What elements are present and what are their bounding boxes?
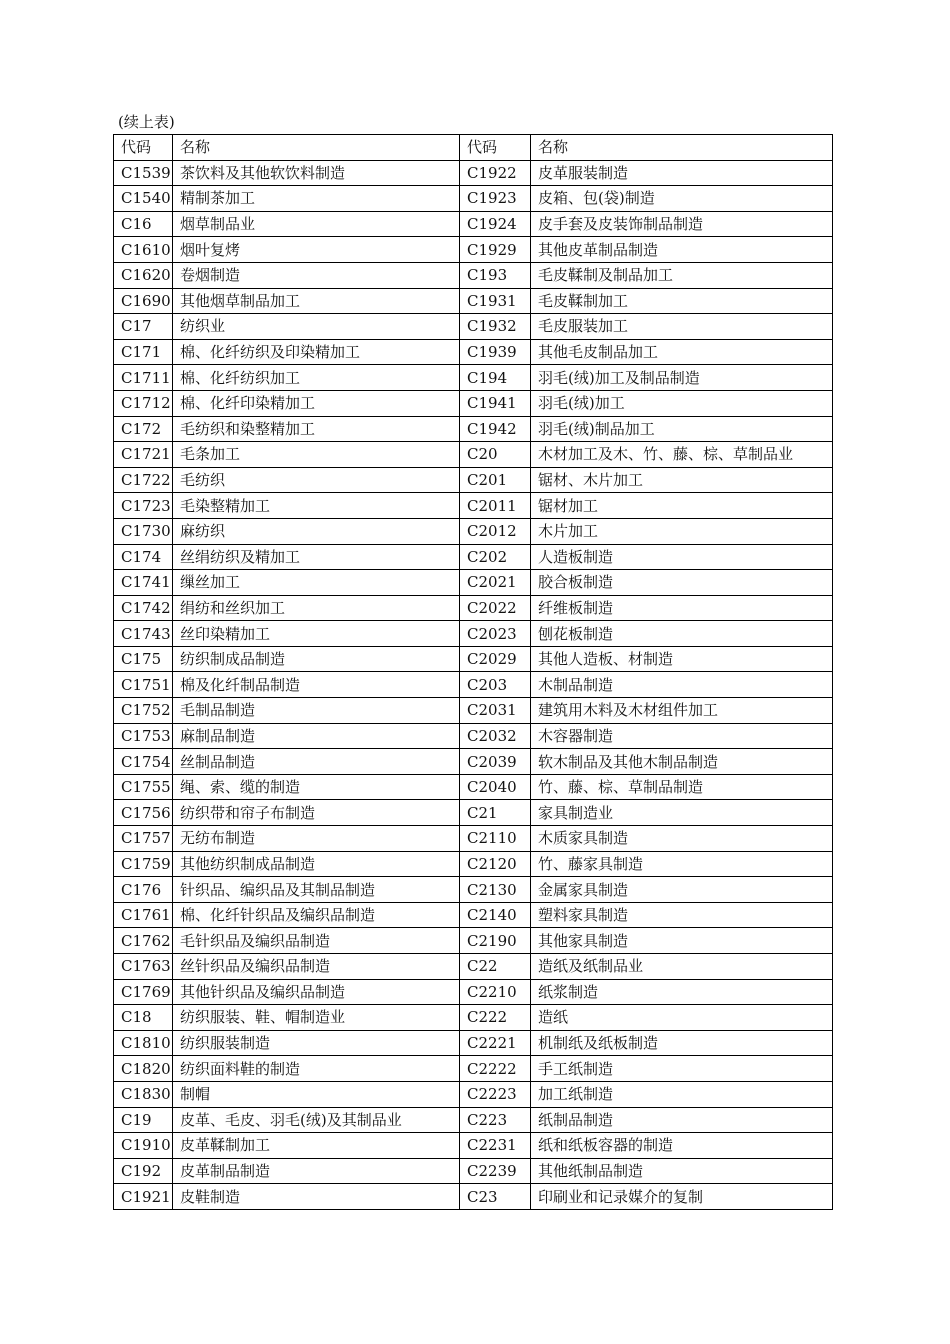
name-left-cell: 麻制品制造	[173, 723, 460, 749]
code-right-cell: C23	[460, 1184, 531, 1210]
name-right-cell: 金属家具制造	[531, 877, 833, 903]
code-right-cell: C193	[460, 262, 531, 288]
code-left-cell: C1730	[114, 518, 173, 544]
name-right-cell: 竹、藤家具制造	[531, 851, 833, 877]
table-row	[114, 800, 833, 826]
code-left-cell: C1752	[114, 698, 173, 724]
code-right-cell: C2023	[460, 621, 531, 647]
name-left-cell: 纺织服装制造	[173, 1030, 460, 1056]
name-left-cell: 其他烟草制品加工	[173, 288, 460, 314]
code-left-cell: C1539	[114, 160, 173, 186]
code-left-cell: C1690	[114, 288, 173, 314]
name-left-cell: 烟叶复烤	[173, 237, 460, 263]
code-right-cell: C2031	[460, 698, 531, 724]
code-left-cell: C172	[114, 416, 173, 442]
code-left-cell: C1754	[114, 749, 173, 775]
code-right-cell: C2130	[460, 877, 531, 903]
name-left-cell: 棉、化纤针织品及编织品制造	[173, 902, 460, 928]
table-row	[114, 1133, 833, 1159]
table-caption: (续上表)	[118, 113, 175, 131]
table-row	[114, 416, 833, 442]
name-right-cell: 其他人造板、材制造	[531, 646, 833, 672]
table-row	[114, 518, 833, 544]
code-left-cell: C175	[114, 646, 173, 672]
table-row	[114, 979, 833, 1005]
name-right-cell: 毛皮鞣制加工	[531, 288, 833, 314]
table-row	[114, 570, 833, 596]
code-left-cell: C18	[114, 1005, 173, 1031]
code-right-cell: C2210	[460, 979, 531, 1005]
name-left-cell: 茶饮料及其他软饮料制造	[173, 160, 460, 186]
code-left-cell: C17	[114, 314, 173, 340]
code-right-cell: C2239	[460, 1158, 531, 1184]
table-row	[114, 621, 833, 647]
table-row	[114, 544, 833, 570]
table-row	[114, 877, 833, 903]
header-code-right: 代码	[460, 135, 531, 161]
name-left-cell: 棉及化纤制品制造	[173, 672, 460, 698]
code-right-cell: C1924	[460, 211, 531, 237]
name-right-cell: 木材加工及木、竹、藤、棕、草制品业	[531, 442, 833, 468]
name-right-cell: 锯材、木片加工	[531, 467, 833, 493]
header-row	[114, 135, 833, 161]
code-left-cell: C1820	[114, 1056, 173, 1082]
code-right-cell: C2190	[460, 928, 531, 954]
code-left-cell: C1759	[114, 851, 173, 877]
table-row	[114, 1030, 833, 1056]
table-row	[114, 314, 833, 340]
name-right-cell: 羽毛(绒)加工及制品制造	[531, 365, 833, 391]
name-right-cell: 木片加工	[531, 518, 833, 544]
name-left-cell: 丝绢纺织及精加工	[173, 544, 460, 570]
name-right-cell: 锯材加工	[531, 493, 833, 519]
code-right-cell: C2012	[460, 518, 531, 544]
table-row	[114, 467, 833, 493]
code-left-cell: C1723	[114, 493, 173, 519]
name-right-cell: 造纸	[531, 1005, 833, 1031]
name-right-cell: 木质家具制造	[531, 826, 833, 852]
code-right-cell: C21	[460, 800, 531, 826]
name-right-cell: 毛皮鞣制及制品加工	[531, 262, 833, 288]
code-right-cell: C2140	[460, 902, 531, 928]
name-left-cell: 毛制品制造	[173, 698, 460, 724]
table-row	[114, 749, 833, 775]
name-right-cell: 皮革服装制造	[531, 160, 833, 186]
table-row	[114, 595, 833, 621]
name-left-cell: 棉、化纤纺织加工	[173, 365, 460, 391]
code-left-cell: C1743	[114, 621, 173, 647]
name-left-cell: 其他针织品及编织品制造	[173, 979, 460, 1005]
code-right-cell: C2032	[460, 723, 531, 749]
code-right-cell: C2021	[460, 570, 531, 596]
name-left-cell: 纺织服装、鞋、帽制造业	[173, 1005, 460, 1031]
code-right-cell: C1923	[460, 186, 531, 212]
table-body	[114, 135, 833, 1210]
table-row	[114, 672, 833, 698]
name-right-cell: 纸制品制造	[531, 1107, 833, 1133]
code-right-cell: C2022	[460, 595, 531, 621]
name-right-cell: 羽毛(绒)制品加工	[531, 416, 833, 442]
table-row	[114, 698, 833, 724]
header-code-left: 代码	[114, 135, 173, 161]
name-right-cell: 其他家具制造	[531, 928, 833, 954]
code-left-cell: C1810	[114, 1030, 173, 1056]
code-left-cell: C1712	[114, 390, 173, 416]
table-row	[114, 1184, 833, 1210]
table-row	[114, 442, 833, 468]
name-left-cell: 绢纺和丝织加工	[173, 595, 460, 621]
code-left-cell: C1751	[114, 672, 173, 698]
table-row	[114, 902, 833, 928]
code-right-cell: C2120	[460, 851, 531, 877]
code-right-cell: C202	[460, 544, 531, 570]
code-left-cell: C174	[114, 544, 173, 570]
name-left-cell: 毛纺织	[173, 467, 460, 493]
name-left-cell: 皮革鞣制加工	[173, 1133, 460, 1159]
name-left-cell: 绳、索、缆的制造	[173, 774, 460, 800]
table-row	[114, 646, 833, 672]
name-left-cell: 精制茶加工	[173, 186, 460, 212]
code-left-cell: C1756	[114, 800, 173, 826]
name-right-cell: 家具制造业	[531, 800, 833, 826]
name-right-cell: 塑料家具制造	[531, 902, 833, 928]
name-left-cell: 棉、化纤印染精加工	[173, 390, 460, 416]
code-right-cell: C2039	[460, 749, 531, 775]
code-right-cell: C2029	[460, 646, 531, 672]
code-left-cell: C1910	[114, 1133, 173, 1159]
name-left-cell: 制帽	[173, 1081, 460, 1107]
code-right-cell: C1929	[460, 237, 531, 263]
code-right-cell: C1942	[460, 416, 531, 442]
code-left-cell: C1721	[114, 442, 173, 468]
name-right-cell: 软木制品及其他木制品制造	[531, 749, 833, 775]
name-right-cell: 胶合板制造	[531, 570, 833, 596]
code-right-cell: C201	[460, 467, 531, 493]
name-left-cell: 纺织带和帘子布制造	[173, 800, 460, 826]
table-row	[114, 928, 833, 954]
name-right-cell: 木制品制造	[531, 672, 833, 698]
name-right-cell: 造纸及纸制品业	[531, 954, 833, 980]
table-row	[114, 826, 833, 852]
name-right-cell: 加工纸制造	[531, 1081, 833, 1107]
code-right-cell: C2040	[460, 774, 531, 800]
name-left-cell: 针织品、编织品及其制品制造	[173, 877, 460, 903]
name-left-cell: 纺织业	[173, 314, 460, 340]
name-left-cell: 皮革、毛皮、羽毛(绒)及其制品业	[173, 1107, 460, 1133]
name-right-cell: 其他纸制品制造	[531, 1158, 833, 1184]
table-row	[114, 186, 833, 212]
name-right-cell: 纸和纸板容器的制造	[531, 1133, 833, 1159]
name-right-cell: 机制纸及纸板制造	[531, 1030, 833, 1056]
name-right-cell: 其他皮革制品制造	[531, 237, 833, 263]
name-right-cell: 竹、藤、棕、草制品制造	[531, 774, 833, 800]
name-left-cell: 麻纺织	[173, 518, 460, 544]
code-left-cell: C1620	[114, 262, 173, 288]
code-right-cell: C1931	[460, 288, 531, 314]
code-right-cell: C2011	[460, 493, 531, 519]
code-left-cell: C176	[114, 877, 173, 903]
table-row	[114, 237, 833, 263]
name-right-cell: 人造板制造	[531, 544, 833, 570]
code-left-cell: C1762	[114, 928, 173, 954]
table-row	[114, 160, 833, 186]
code-left-cell: C1540	[114, 186, 173, 212]
table-row	[114, 1107, 833, 1133]
code-left-cell: C1610	[114, 237, 173, 263]
code-right-cell: C2223	[460, 1081, 531, 1107]
code-left-cell: C16	[114, 211, 173, 237]
code-right-cell: C1939	[460, 339, 531, 365]
name-right-cell: 木容器制造	[531, 723, 833, 749]
table-row	[114, 211, 833, 237]
code-left-cell: C1761	[114, 902, 173, 928]
name-left-cell: 毛纺织和染整精加工	[173, 416, 460, 442]
code-right-cell: C22	[460, 954, 531, 980]
name-right-cell: 皮箱、包(袋)制造	[531, 186, 833, 212]
code-right-cell: C203	[460, 672, 531, 698]
name-left-cell: 皮革制品制造	[173, 1158, 460, 1184]
code-left-cell: C1722	[114, 467, 173, 493]
table-row	[114, 365, 833, 391]
name-right-cell: 纤维板制造	[531, 595, 833, 621]
code-left-cell: C19	[114, 1107, 173, 1133]
name-left-cell: 毛条加工	[173, 442, 460, 468]
code-left-cell: C1741	[114, 570, 173, 596]
name-right-cell: 羽毛(绒)加工	[531, 390, 833, 416]
code-left-cell: C1753	[114, 723, 173, 749]
name-right-cell: 毛皮服装加工	[531, 314, 833, 340]
name-left-cell: 丝针织品及编织品制造	[173, 954, 460, 980]
table-row	[114, 723, 833, 749]
code-left-cell: C1711	[114, 365, 173, 391]
name-left-cell: 丝制品制造	[173, 749, 460, 775]
header-name-left: 名称	[173, 135, 460, 161]
code-left-cell: C192	[114, 1158, 173, 1184]
code-left-cell: C1921	[114, 1184, 173, 1210]
table-row	[114, 493, 833, 519]
code-right-cell: C20	[460, 442, 531, 468]
table-row	[114, 1081, 833, 1107]
name-right-cell: 纸浆制造	[531, 979, 833, 1005]
name-right-cell: 印刷业和记录媒介的复制	[531, 1184, 833, 1210]
code-left-cell: C1757	[114, 826, 173, 852]
name-left-cell: 毛针织品及编织品制造	[173, 928, 460, 954]
table-row	[114, 339, 833, 365]
name-left-cell: 纺织制成品制造	[173, 646, 460, 672]
table-row	[114, 1005, 833, 1031]
name-left-cell: 纺织面料鞋的制造	[173, 1056, 460, 1082]
code-right-cell: C194	[460, 365, 531, 391]
code-right-cell: C223	[460, 1107, 531, 1133]
code-right-cell: C1932	[460, 314, 531, 340]
table-row	[114, 954, 833, 980]
name-right-cell: 手工纸制造	[531, 1056, 833, 1082]
name-left-cell: 丝印染精加工	[173, 621, 460, 647]
code-left-cell: C171	[114, 339, 173, 365]
name-left-cell: 缫丝加工	[173, 570, 460, 596]
name-left-cell: 皮鞋制造	[173, 1184, 460, 1210]
name-left-cell: 烟草制品业	[173, 211, 460, 237]
table-row	[114, 390, 833, 416]
name-right-cell: 其他毛皮制品加工	[531, 339, 833, 365]
table-row	[114, 774, 833, 800]
table-row	[114, 288, 833, 314]
name-left-cell: 卷烟制造	[173, 262, 460, 288]
table-row	[114, 851, 833, 877]
code-left-cell: C1763	[114, 954, 173, 980]
name-right-cell: 刨花板制造	[531, 621, 833, 647]
code-left-cell: C1742	[114, 595, 173, 621]
code-left-cell: C1769	[114, 979, 173, 1005]
code-right-cell: C2221	[460, 1030, 531, 1056]
code-right-cell: C1941	[460, 390, 531, 416]
name-right-cell: 皮手套及皮装饰制品制造	[531, 211, 833, 237]
table-row	[114, 262, 833, 288]
industry-code-table	[113, 134, 833, 1210]
name-left-cell: 无纺布制造	[173, 826, 460, 852]
code-left-cell: C1830	[114, 1081, 173, 1107]
table-row	[114, 1158, 833, 1184]
code-right-cell: C222	[460, 1005, 531, 1031]
code-right-cell: C2222	[460, 1056, 531, 1082]
table-row	[114, 1056, 833, 1082]
code-right-cell: C2110	[460, 826, 531, 852]
name-left-cell: 毛染整精加工	[173, 493, 460, 519]
code-right-cell: C2231	[460, 1133, 531, 1159]
code-right-cell: C1922	[460, 160, 531, 186]
name-left-cell: 棉、化纤纺织及印染精加工	[173, 339, 460, 365]
name-left-cell: 其他纺织制成品制造	[173, 851, 460, 877]
name-right-cell: 建筑用木料及木材组件加工	[531, 698, 833, 724]
code-left-cell: C1755	[114, 774, 173, 800]
header-name-right: 名称	[531, 135, 833, 161]
